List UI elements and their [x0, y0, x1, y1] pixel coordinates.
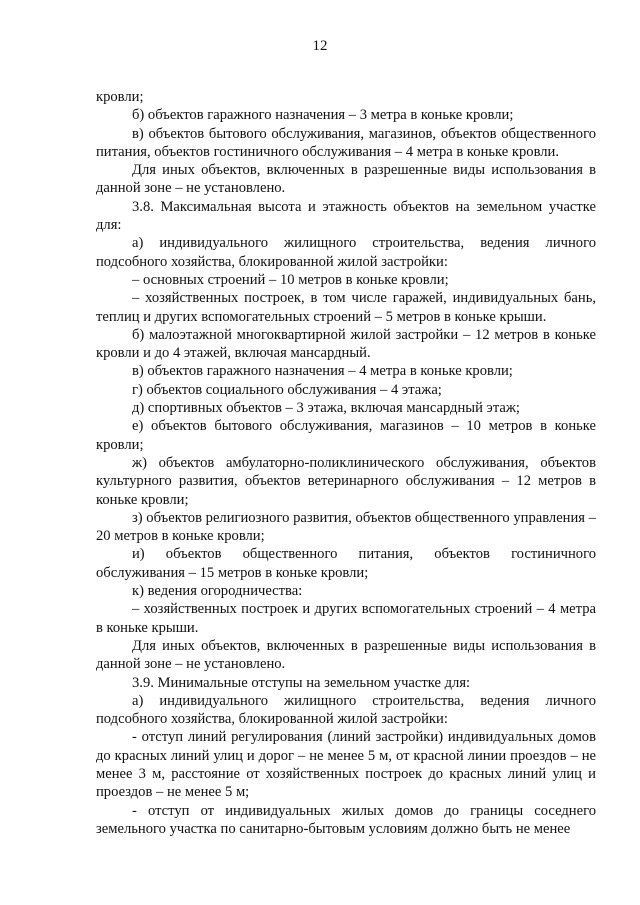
paragraph: з) объектов религиозного развития, объектов общественного управления – 20 метров в коньке кровли;: [96, 509, 596, 545]
paragraph: в) объектов гаражного назначения – 4 метра в коньке кровли;: [132, 363, 513, 380]
paragraph: – основных строений – 10 метров в коньке кровли;: [132, 271, 449, 288]
paragraph: ж) объектов амбулаторно-поликлинического обслуживания, объектов культурного развития, объектов ветеринарного обслуживания – 12 метров в коньке кровли;: [96, 454, 596, 508]
document-body: [96, 88, 596, 838]
paragraph: - отступ линий регулирования (линий застройки) индивидуальных домов до красных линий улиц и дорог – не менее 5 м, от красной линии проездов – не менее 3 м, расстояние от хозяйственных построек до красных линий улиц и проездов – не менее 5 м;: [96, 729, 596, 801]
paragraph: г) объектов социального обслуживания – 4 этажа;: [132, 381, 442, 398]
paragraph: а) индивидуального жилищного строительства, ведения личного подсобного хозяйства, блокированной жилой застройки:: [96, 235, 596, 270]
page-number: 12: [312, 38, 328, 54]
paragraph: а) индивидуального жилищного строительства, ведения личного подсобного хозяйства, блокированной жилой застройки:: [96, 692, 596, 728]
paragraph: к) ведения огородничества:: [132, 583, 303, 600]
paragraph: б) объектов гаражного назначения – 3 метра в коньке кровли;: [132, 107, 514, 124]
paragraph: 3.8. Максимальная высота и этажность объектов на земельном участке для:: [96, 198, 596, 234]
paragraph: 3.9. Минимальные отступы на земельном участке для:: [132, 674, 471, 691]
paragraph: – хозяйственных построек и других вспомогательных строений – 4 метра в коньке крыши.: [96, 601, 596, 636]
paragraph: Для иных объектов, включенных в разрешенные виды использования в данной зоне – не установлено.: [96, 637, 596, 673]
paragraph: и) объектов общественного питания, объектов гостиничного обслуживания – 15 метров в коньке кровли;: [96, 546, 596, 581]
paragraph: в) объектов бытового обслуживания, магазинов, объектов общественного питания, объектов гостиничного обслуживания – 4 метра в коньке кровли.: [96, 125, 596, 160]
paragraph: кровли;: [96, 89, 144, 105]
paragraph: – хозяйственных построек, в том числе гаражей, индивидуальных бань, теплиц и других вспомогательных строений – 5 метров в коньке крыши.: [96, 290, 596, 325]
paragraph: - отступ от индивидуальных жилых домов до границы соседнего земельного участка по санитарно-бытовым условиям должно быть не менее: [96, 802, 596, 837]
paragraph: б) малоэтажной многоквартирной жилой застройки – 12 метров в коньке кровли и до 4 этажей, включая мансардный.: [96, 326, 596, 362]
paragraph: е) объектов бытового обслуживания, магазинов – 10 метров в коньке кровли;: [96, 418, 596, 453]
paragraph: д) спортивных объектов – 3 этажа, включая мансардный этаж;: [132, 400, 520, 417]
paragraph: Для иных объектов, включенных в разрешенные виды использования в данной зоне – не установлено.: [96, 162, 596, 197]
